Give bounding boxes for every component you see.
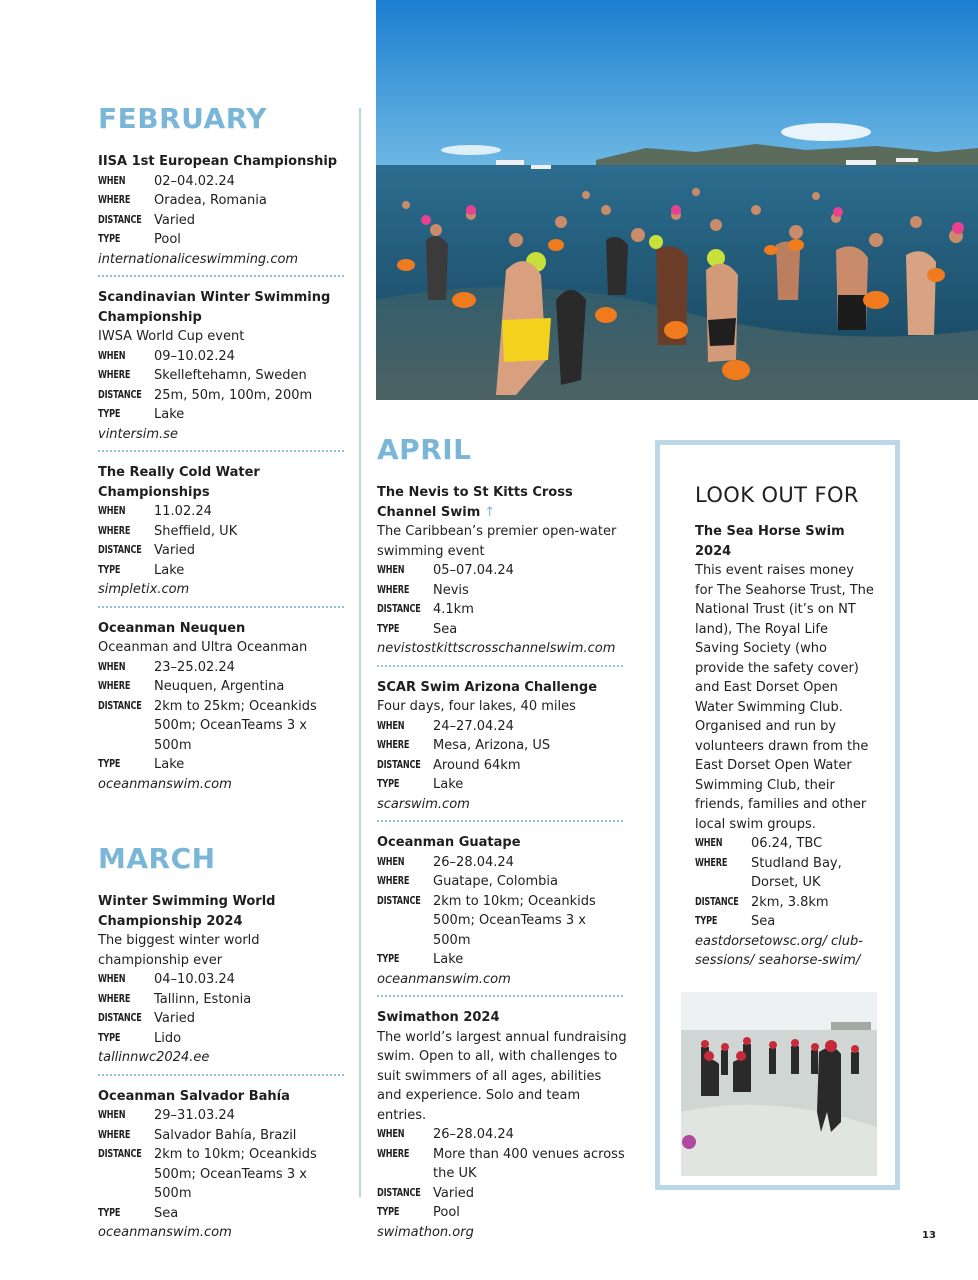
- distance-label: DISTANCE: [98, 699, 142, 712]
- event-url-link[interactable]: oceanmanswim.com: [98, 1225, 232, 1240]
- event-title: The Really Cold Water Championships: [98, 465, 260, 500]
- where-value: More than 400 venues across the UK: [433, 1146, 625, 1181]
- distance-label: DISTANCE: [98, 388, 142, 401]
- event-really-cold-water: [98, 452, 348, 606]
- box-heading: LOOK OUT FOR: [695, 483, 859, 507]
- event-title: Scandinavian Winter Swimming Championship: [98, 290, 331, 325]
- distance-value: 2km to 10km; Oceankids 500m; OceanTeams 3 x 500m: [433, 893, 596, 948]
- when-value: 09–10.02.24: [154, 348, 235, 364]
- distance-value: 2km to 25km; Oceankids 500m; OceanTeams 3 x 500m: [154, 698, 317, 753]
- when-label: WHEN: [377, 564, 405, 576]
- where-value: Skelleftehamn, Sweden: [154, 368, 307, 383]
- when-value: 29–31.03.24: [154, 1108, 235, 1123]
- month-heading-march: MARCH: [98, 842, 216, 875]
- distance-value: Varied: [433, 1185, 475, 1201]
- event-description: The world’s largest annual fundraising swim. Open to all, with challenges to suit swimmers of all ages, abilities and experience. Solo and team entries.: [377, 1029, 627, 1123]
- type-value: Pool: [433, 1205, 460, 1220]
- when-label: WHEN: [98, 174, 126, 187]
- month-heading-february: FEBRUARY: [98, 102, 268, 135]
- when-label: WHEN: [377, 719, 405, 732]
- when-label: WHEN: [98, 660, 126, 673]
- when-value: 11.02.24: [154, 504, 212, 519]
- event-scar-swim: [377, 667, 627, 821]
- type-value: Pool: [154, 232, 181, 247]
- event-url-link[interactable]: nevistostkittscrosschannelswim.com: [377, 641, 616, 656]
- look-out-for-content: [695, 482, 875, 971]
- distance-value: 2km, 3.8km: [751, 894, 829, 910]
- distance-value: Varied: [154, 1011, 196, 1026]
- when-value: 02–04.02.24: [154, 173, 235, 189]
- where-value: Oradea, Romania: [154, 193, 267, 208]
- type-value: Lake: [433, 777, 464, 792]
- type-label: TYPE: [98, 563, 121, 576]
- distance-label: DISTANCE: [695, 895, 739, 908]
- left-column: [98, 100, 348, 1249]
- where-value: Nevis: [433, 582, 469, 598]
- event-iisa-european: [98, 152, 348, 275]
- distance-value: Varied: [154, 212, 196, 228]
- where-value: Studland Bay, Dorset, UK: [751, 855, 842, 890]
- when-label: WHEN: [377, 1128, 405, 1140]
- distance-label: DISTANCE: [377, 894, 421, 907]
- where-value: Guatape, Colombia: [433, 874, 558, 889]
- type-value: Sea: [154, 1205, 179, 1221]
- event-url-link[interactable]: vintersim.se: [98, 426, 178, 442]
- distance-label: DISTANCE: [377, 1186, 421, 1199]
- event-oceanman-neuquen: [98, 608, 348, 801]
- arrow-up-icon: ↑: [484, 504, 496, 520]
- where-value: Tallinn, Estonia: [154, 991, 252, 1007]
- type-value: Lake: [433, 952, 464, 967]
- when-value: 04–10.03.24: [154, 972, 235, 987]
- middle-column: [377, 431, 627, 1248]
- when-value: 23–25.02.24: [154, 659, 235, 675]
- event-swimathon: [377, 997, 627, 1248]
- event-url-link[interactable]: simpletix.com: [98, 582, 190, 597]
- type-label: TYPE: [377, 1206, 400, 1218]
- distance-label: DISTANCE: [377, 603, 421, 615]
- when-value: 24–27.04.24: [433, 718, 514, 734]
- event-title: Oceanman Neuquen: [98, 620, 246, 636]
- event-title: Oceanman Salvador Bahía: [98, 1088, 290, 1104]
- event-title: The Sea Horse Swim 2024: [695, 524, 845, 559]
- distance-value: Around 64km: [433, 757, 521, 773]
- event-winter-swimming-world: [98, 892, 348, 1074]
- type-label: TYPE: [98, 1031, 121, 1044]
- event-url-link[interactable]: oceanmanswim.com: [377, 971, 511, 987]
- where-label: WHERE: [98, 524, 131, 537]
- where-label: WHERE: [377, 739, 410, 751]
- type-value: Lake: [154, 407, 185, 422]
- when-label: WHEN: [98, 973, 126, 985]
- type-value: Lake: [154, 562, 185, 578]
- event-description: Four days, four lakes, 40 miles: [377, 699, 576, 714]
- when-value: 26–28.04.24: [433, 854, 514, 870]
- event-nevis-st-kitts: [377, 483, 627, 665]
- event-title: SCAR Swim Arizona Challenge: [377, 679, 598, 695]
- column-divider: [359, 108, 361, 1197]
- where-label: WHERE: [98, 194, 131, 206]
- where-label: WHERE: [377, 875, 410, 887]
- where-value: Salvador Bahía, Brazil: [154, 1127, 297, 1143]
- type-value: Lido: [154, 1030, 182, 1046]
- event-title: Oceanman Guatape: [377, 835, 521, 850]
- page-number: 13: [922, 1230, 936, 1241]
- event-url-link[interactable]: eastdorsetowsc.org/ club-sessions/ seahorse-swim/: [695, 933, 863, 968]
- event-oceanman-salvador: [98, 1076, 348, 1249]
- where-label: WHERE: [377, 1147, 410, 1160]
- distance-label: DISTANCE: [98, 1012, 142, 1024]
- type-label: TYPE: [98, 758, 121, 770]
- distance-label: DISTANCE: [98, 213, 142, 226]
- distance-label: DISTANCE: [98, 544, 142, 556]
- event-url-link[interactable]: oceanmanswim.com: [98, 776, 232, 792]
- type-label: TYPE: [695, 915, 718, 927]
- distance-value: 25m, 50m, 100m, 200m: [154, 387, 313, 403]
- where-label: WHERE: [98, 1128, 131, 1141]
- distance-label: DISTANCE: [377, 758, 421, 771]
- when-label: WHEN: [377, 855, 405, 868]
- when-value: 05–07.04.24: [433, 563, 514, 578]
- hero-photo: [376, 0, 978, 400]
- type-label: TYPE: [377, 622, 400, 635]
- event-description: The Caribbean’s premier open-water swimming event: [377, 524, 617, 559]
- type-label: TYPE: [377, 778, 400, 790]
- when-label: WHEN: [98, 505, 126, 517]
- event-url-link[interactable]: tallinnwc2024.ee: [98, 1050, 210, 1065]
- type-label: TYPE: [98, 408, 121, 420]
- distance-value: 4.1km: [433, 602, 474, 617]
- type-value: Lake: [154, 757, 185, 772]
- when-label: WHEN: [695, 837, 723, 849]
- when-value: 06.24, TBC: [751, 836, 823, 851]
- where-value: Neuquen, Argentina: [154, 679, 285, 694]
- event-url-link[interactable]: internationaliceswimming.com: [98, 251, 299, 267]
- type-label: TYPE: [377, 953, 400, 965]
- distance-label: DISTANCE: [98, 1148, 142, 1160]
- event-description: IWSA World Cup event: [98, 329, 245, 344]
- event-description: This event raises money for The Seahorse Trust, The National Trust (it’s on NT land), The Royal Life Saving Society (who provide the safety cover) and East Dorset Open Water Swimming Club. Organised and run by volunteers drawn from the East Dorset Open Water Swimming Club, their friends, families and other local swim groups.: [695, 563, 874, 832]
- event-oceanman-guatape: [377, 822, 627, 995]
- event-url-link[interactable]: swimathon.org: [377, 1224, 474, 1240]
- distance-value: 2km to 10km; Oceankids 500m; OceanTeams 3 x 500m: [154, 1147, 317, 1201]
- where-value: Mesa, Arizona, US: [433, 738, 551, 753]
- distance-value: Varied: [154, 543, 196, 558]
- where-label: WHERE: [695, 856, 728, 869]
- type-label: TYPE: [98, 1206, 121, 1219]
- where-label: WHERE: [98, 369, 131, 381]
- seahorse-swim-photo: [681, 992, 877, 1176]
- when-label: WHEN: [98, 349, 126, 362]
- event-title: Winter Swimming World Championship 2024: [98, 894, 276, 929]
- event-scandinavian-winter: [98, 277, 348, 450]
- where-value: Sheffield, UK: [154, 523, 238, 539]
- event-url-link[interactable]: scarswim.com: [377, 796, 470, 812]
- event-title: [377, 483, 627, 522]
- event-description: The biggest winter world championship ever: [98, 933, 260, 968]
- month-heading-april: APRIL: [377, 433, 472, 466]
- type-value: Sea: [433, 621, 458, 637]
- type-value: Sea: [751, 914, 776, 929]
- when-value: 26–28.04.24: [433, 1127, 514, 1142]
- event-description: Oceanman and Ultra Oceanman: [98, 640, 308, 655]
- where-label: WHERE: [377, 583, 410, 596]
- event-title: Swimathon 2024: [377, 1010, 500, 1025]
- event-title: IISA 1st European Championship: [98, 154, 338, 169]
- when-label: WHEN: [98, 1109, 126, 1121]
- type-label: TYPE: [98, 233, 121, 245]
- where-label: WHERE: [98, 992, 131, 1005]
- where-label: WHERE: [98, 680, 131, 692]
- event-title-text: The Nevis to St Kitts Cross Channel Swim: [377, 485, 573, 520]
